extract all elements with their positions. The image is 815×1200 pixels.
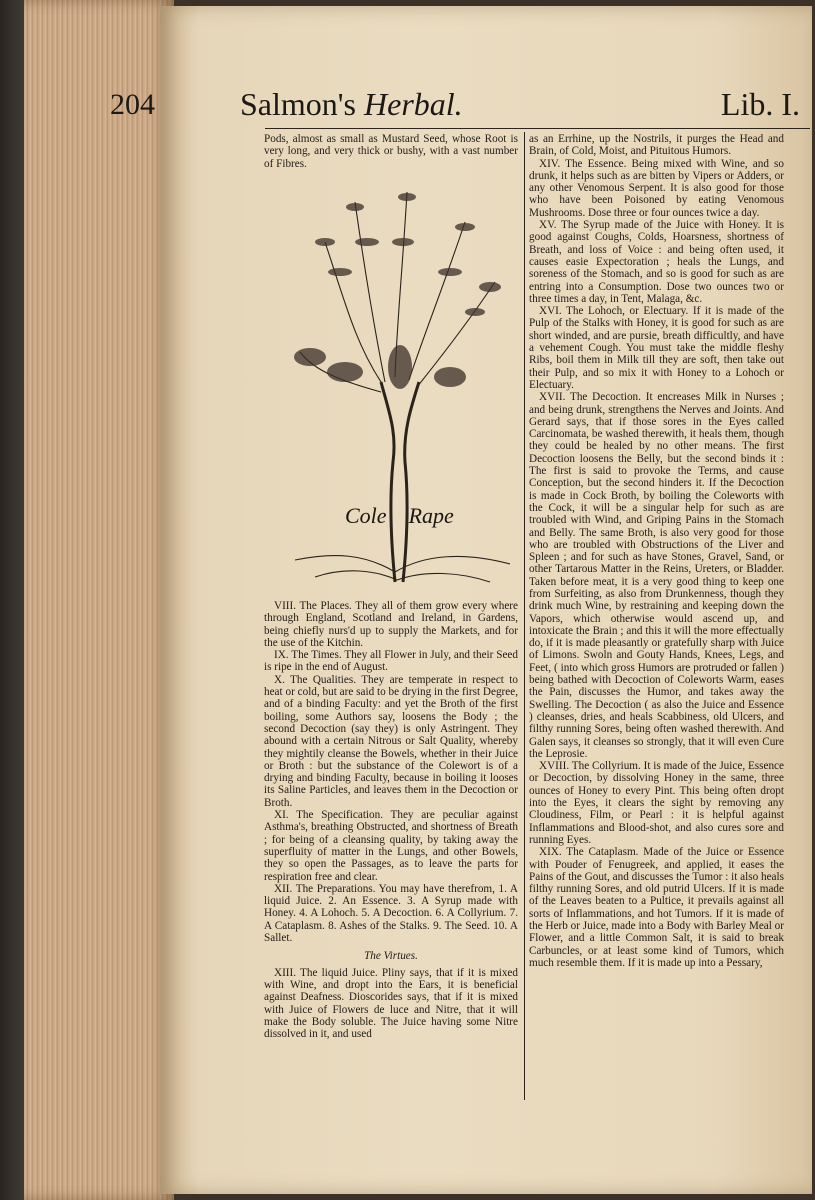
running-title [240,86,463,123]
col-b-para: XIX. The Cataplasm. Made of the Juice or Essence with Pouder of Fenugreek, and applied, it eases the Pains of the Gout, and discusses the Tumor : it also heals filthy running Sores, and old putrid Ulcers. If it is made of the Leaves beaten to a Pultice, it prevails against all sorts of Inflammations, and hot Tumors. If it is made of the Herb or Juice, made into a Body with Barley Meal or Flower, and a little Common Salt, it is said to break Carbuncles, or at least some kind of Tumors, which much resemble them. If it is made up into a Pessary, [529,846,784,969]
col-a-para: VIII. The Places. They all of them grow every where through England, Scotland and Ireland, in Gardens, being chiefly nurs'd up to supply the Markets, and for the use of the Kitchin. [264,600,518,649]
column-a-top [264,133,518,170]
column-rule [524,132,525,1100]
page-number: 204 [110,88,155,121]
caption-rape: Rape [408,503,454,528]
col-b-top-para: as an Errhine, up the Nostrils, it purges the Head and Brain, of Cold, Moist, and Pituitous Humors. [529,133,784,158]
book-number: Lib. I. [720,86,800,122]
col-a-para: XI. The Specification. They are peculiar against Asthma's, breathing Obstructed, and shortness of Breath ; for being of a cleansing quality, by taking away the superfluity of matter in the Lungs, and other Bowels, they so open the Passages, as to leave the parts for respiration free and clear. [264,809,518,883]
col-b-para: XVII. The Decoction. It encreases Milk in Nurses ; and being drunk, strengthens the Nerves and Joints. And Gerard says, that if those sores in the Eyes called Carcinomata, be washed therewith, it heals them, though they could be healed by no other means. The first Decoction loosens the Belly, but the second binds it : The first is said to provoke the Terms, and cause Conception, but the second hinders it. If the Decoction is made in Cock Broth, by boiling the Coleworts with the Cock, it will be a singular help for such as are troubled with Wind, and Griping Pains in the Stomach and Belly. The same Broth, is also very good for those who are troubled with Obstructions of the Liver and Spleen ; and for such as have Stones, Gravel, Sand, or other Tartarous Matter in the Reins, Ureters, or Bladder. Taken before meat, it is a very good thing to keep one from Surfeiting, as also from Drunkenness, though they drink much Wine, by restraining and keeping down the Vapors, which otherwise would ascend up, and intoxicate the Brain ; and this it will the more effectually do, if it is made pleasantly or gratefully sharp with Juice of Limons. Swoln and Gouty Hands, Knees, Legs, and Feet, ( into which gross Humors are protruded or fallen ) being bathed with Decoction of Coleworts Warm, eases the Pain, discusses the Humor, and takes away the Swelling. The Decoction ( as also the Juice and Essence ) cleanses, dries, and heals Scabbiness, old Ulcers, and filthy running Sores, being often washed therewith. And Galen says, it cleanses so strongly, that it will even Cure the Leprosie. [529,391,784,760]
title-author: Salmon's [240,86,356,122]
cole-rape-woodcut [285,182,520,592]
col-a-para: IX. The Times. They all Flower in July, and their Seed is ripe in the end of August. [264,649,518,674]
col-a-top-para: Pods, almost as small as Mustard Seed, whose Root is very long, and very thick or bushy, with a vast number of Fibres. [264,133,518,170]
title-work: Herbal. [364,86,463,122]
illustration-caption [345,503,454,529]
col-b-para: XV. The Syrup made of the Juice with Honey. It is good against Coughs, Colds, Hoarsness, shortness of Breath, and loss of Voice : and being often used, it causes easie Expectoration ; heals the Lungs, and soreness of the Stomach, and so is good for such as are entring into a Consumption. Dose two ounces two or three times a day, in Tent, Malaga, &c. [529,219,784,305]
page-edges [24,0,174,1200]
col-a-para: XII. The Preparations. You may have therefrom, 1. A liquid Juice. 2. An Essence. 3. A Syrup made with Honey. 4. A Lohoch. 5. A Decoction. 6. A Collyrium. 7. A Cataplasm. 8. Ashes of the Stalks. 9. The Seed. 10. A Sallet. [264,882,518,945]
running-header [110,86,800,126]
column-b [529,133,784,969]
col-b-para: XIV. The Essence. Being mixed with Wine, and so drunk, it helps such as are bitten by Vipers or Adders, or any other Venomous Serpent. It is also good for those who have been Poisoned by eating Venomous Mushrooms. Dose three or four ounces twice a day. [529,157,784,219]
header-rule [265,128,810,129]
col-a-para: XIII. The liquid Juice. Pliny says, that if it is mixed with Wine, and dropt into the Ears, it is beneficial against Deafness. Dioscorides says, that if it is mixed with Juice of Flowers de luce and Nitre, that it will make the Body soluble. The Juice having some Nitre dissolved in it, and used [264,966,518,1041]
column-a-body [264,600,518,1040]
col-a-para: X. The Qualities. They are temperate in respect to heat or cold, but are said to be drying in the first Degree, and of a binding Faculty: and yet the Broth of the first boiling, some Authors say, loosens the Body ; the second Decoction (say they) is only Astringent. They abound with a certain Nitrous or Salt Quality, whereby they mightily cleanse the Bowels, whether in their Juice or Broth : but the substance of the Colewort is of a drying and binding Faculty, because in boiling it looses its Saline Particles, and leaves them in the Decoction or Broth. [264,673,518,809]
caption-cole: Cole [345,503,387,528]
col-b-para: XVIII. The Collyrium. It is made of the Juice, Essence or Decoction, by dissolving Honey in the same, three ounces of Honey to every Pint. This being often dropt into the Eyes, it clears the sight by removing any Cloudiness, Film, or Pearl : it is helpful against Inflammations and Blood-shot, and also cures sore and running Eyes. [529,760,784,846]
virtues-heading: The Virtues. [364,950,418,963]
col-b-para: XVI. The Lohoch, or Electuary. If it is made of the Pulp of the Stalks with Honey, it is good for such as are short winded, and are pursie, breath difficultly, and have a vehement Cough. You must take the middle fleshy Ribs, boil them in Milk till they are soft, then take out their Pulp, and so mix it with Honey to a Lohoch or Electuary. [529,305,784,391]
